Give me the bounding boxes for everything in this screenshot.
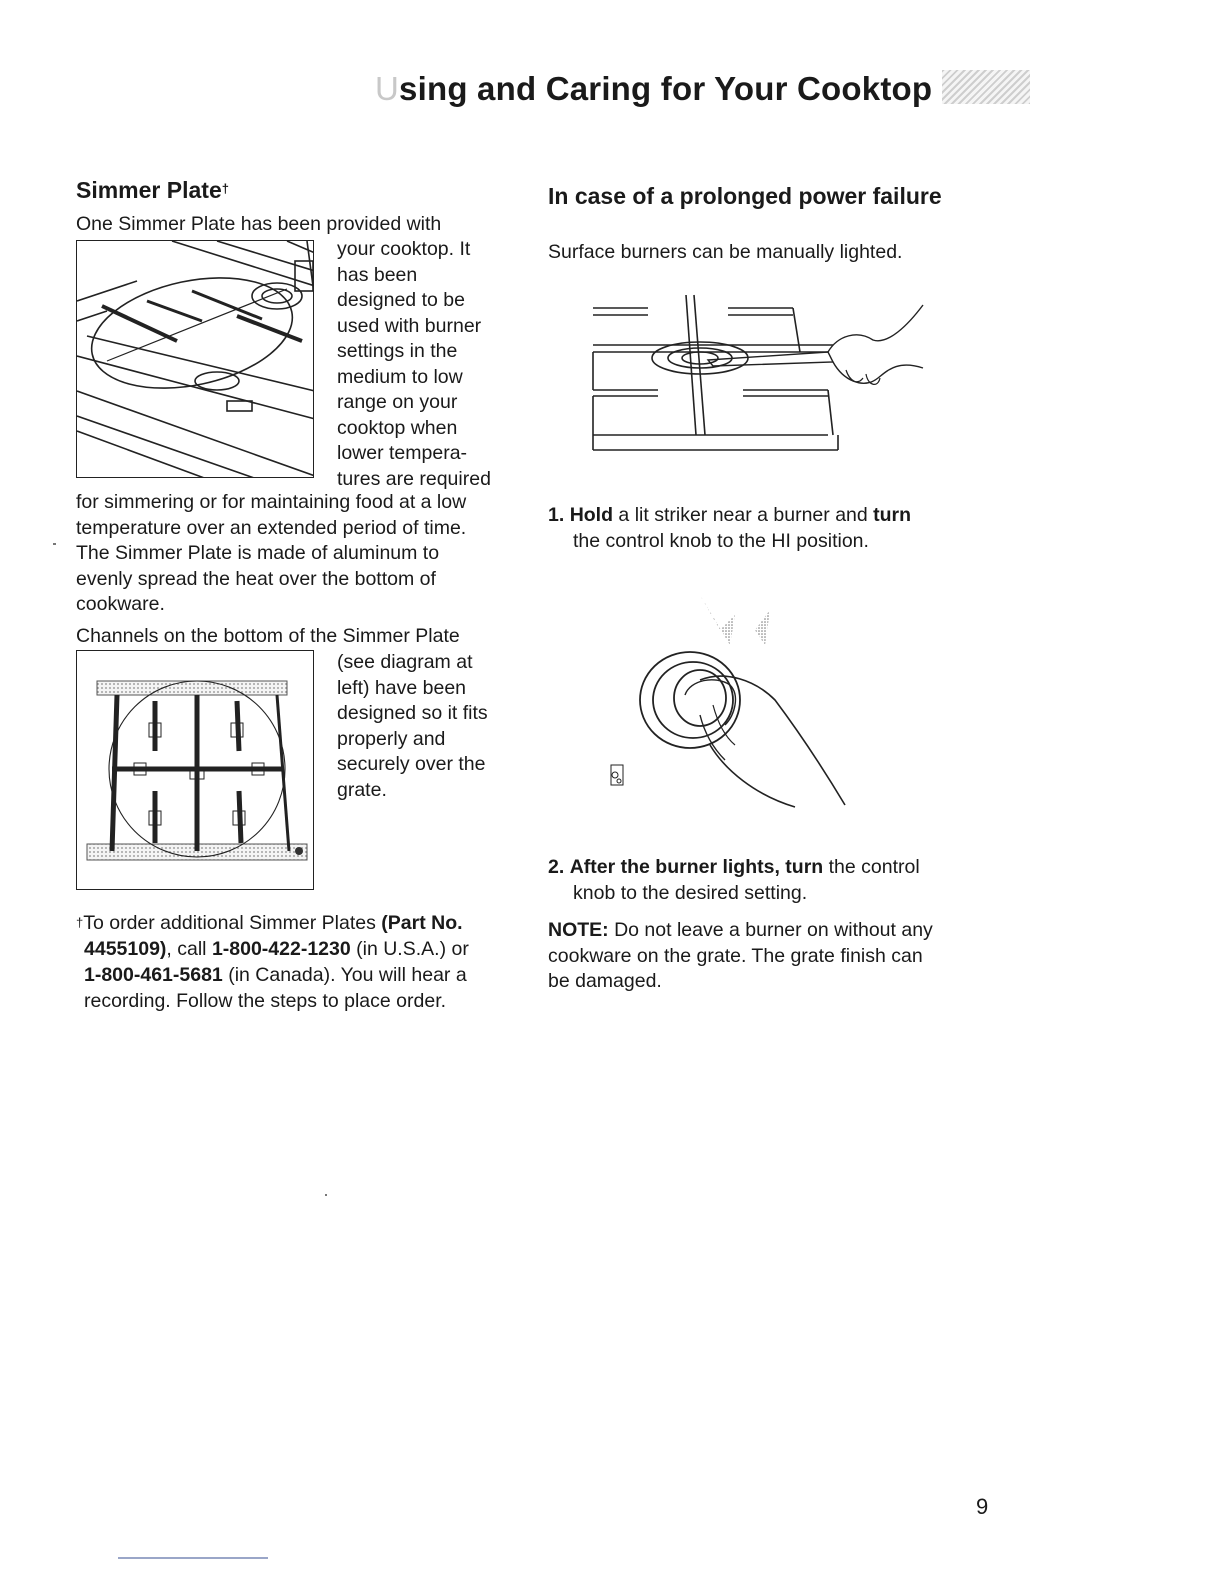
text-line: tures are required — [337, 467, 491, 490]
text-line: lower tempera- — [337, 442, 468, 464]
step-1-line-2: the control knob to the HI position. — [573, 529, 869, 552]
text-line: for simmering or for maintaining food at a low — [76, 491, 467, 513]
text-line: temperature over an extended period of time. — [76, 516, 467, 539]
part-number-value: 4455109) — [84, 938, 167, 960]
text-line: left) have been — [337, 676, 467, 699]
text-line: cookware. — [76, 593, 165, 615]
order-footnote — [76, 910, 546, 1014]
text-line: settings in the — [337, 340, 458, 362]
step-2-line-1 — [548, 855, 920, 881]
text-line: evenly spread the heat over the bottom of — [76, 567, 436, 590]
scan-artifact — [53, 543, 56, 545]
step-number: 1. — [548, 504, 565, 526]
step-1-line-1 — [548, 503, 911, 529]
footnote-line-2 — [76, 936, 546, 962]
simmer-plate-paragraph-wrap — [337, 237, 537, 492]
text-line: The Simmer Plate is made of aluminum to — [76, 542, 440, 564]
footnote-line-4: recording. Follow the steps to place order. — [84, 990, 447, 1012]
bottom-divider — [118, 1557, 268, 1559]
note-label: NOTE: — [548, 919, 609, 941]
text-line: designed so it fits — [337, 702, 488, 724]
text-line: designed to be — [337, 289, 465, 311]
step-keyword: Hold — [569, 504, 614, 526]
header-title-text: sing and Caring for Your Cooktop — [399, 70, 933, 107]
note-line-1 — [548, 918, 1008, 944]
simmer-plate-on-cooktop-drawing — [77, 241, 314, 478]
footnote-text: (in Canada). You will hear a — [222, 964, 467, 986]
step-number: 2. — [548, 856, 565, 878]
footnote-text: , call — [166, 938, 212, 960]
canada-phone-number: 1-800-461-5681 — [84, 964, 223, 986]
footnote-text: To order additional Simmer Plates — [83, 912, 382, 934]
text-line: grate. — [337, 778, 387, 801]
simmer-plate-heading-text: Simmer Plate — [76, 177, 222, 203]
turning-control-knob-illustration — [605, 585, 865, 820]
simmer-plate-channels-drawing — [77, 651, 314, 890]
text-line: has been — [337, 263, 418, 286]
footnote-dagger: † — [76, 915, 84, 930]
simmer-plate-dagger: † — [221, 181, 229, 196]
usa-phone-number: 1-800-422-1230 — [211, 938, 351, 960]
simmer-plate-on-cooktop-illustration — [76, 240, 314, 478]
simmer-plate-paragraph-first-line: One Simmer Plate has been provided with — [76, 213, 442, 235]
header-decorative-swatch — [942, 70, 1030, 104]
step-keyword: turn — [873, 504, 912, 526]
simmer-plate-channels-diagram — [76, 650, 314, 890]
simmer-plate-paragraph-continued — [76, 490, 536, 618]
footnote-line-1 — [76, 910, 546, 936]
step-text: a lit striker near a burner and — [613, 504, 874, 526]
page-header-title — [375, 70, 932, 108]
step-text: the control — [823, 856, 920, 878]
channels-paragraph-first-line: Channels on the bottom of the Simmer Plate — [76, 625, 460, 647]
note-line-2: cookware on the grate. The grate finish can — [548, 944, 923, 967]
text-line: properly and — [337, 727, 446, 750]
step-keyword: After the burner lights, turn — [569, 856, 824, 878]
note-line-3: be damaged. — [548, 970, 662, 992]
step-1-hold-striker — [548, 503, 911, 554]
text-line: used with burner — [337, 314, 482, 337]
text-line: medium to low — [337, 365, 463, 388]
header-faded-letter: U — [375, 70, 400, 107]
lighting-burner-with-striker-illustration — [588, 290, 938, 470]
text-line: your cooktop. It — [337, 238, 471, 260]
note-text: Do not leave a burner on without any — [608, 919, 933, 941]
grate-finish-note — [548, 918, 1008, 995]
scan-artifact — [325, 1194, 327, 1196]
text-line: cooktop when — [337, 416, 458, 439]
power-failure-heading: In case of a prolonged power failure — [548, 183, 942, 209]
channels-paragraph-wrap — [337, 650, 488, 803]
footnote-text: (in U.S.A.) or — [350, 938, 469, 960]
step-2-line-2: knob to the desired setting. — [573, 881, 808, 904]
part-number-label: (Part No. — [381, 912, 463, 934]
footnote-line-3 — [76, 962, 546, 988]
text-line: range on your — [337, 391, 458, 413]
text-line: securely over the — [337, 753, 486, 775]
power-failure-intro: Surface burners can be manually lighted. — [548, 241, 903, 263]
step-2-adjust-knob — [548, 855, 920, 906]
page-number: 9 — [976, 1494, 989, 1519]
text-line: (see diagram at — [337, 651, 473, 673]
simmer-plate-heading — [76, 178, 229, 203]
